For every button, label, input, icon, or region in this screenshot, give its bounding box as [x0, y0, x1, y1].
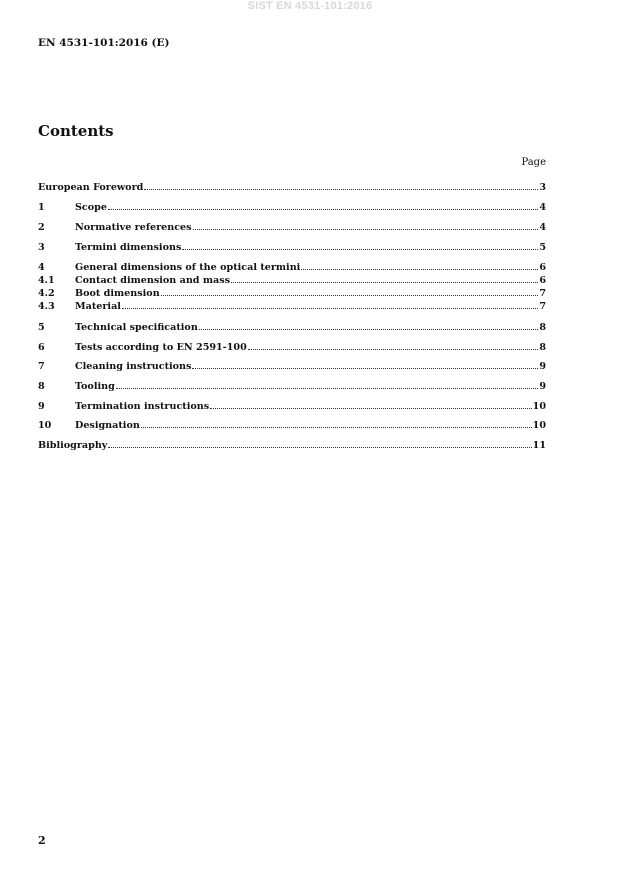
toc-entry-number: 2	[38, 222, 45, 233]
toc-entry[interactable]	[38, 241, 546, 254]
toc-entry-number: 4.3	[38, 301, 55, 312]
toc-entry[interactable]	[38, 221, 546, 234]
toc-entry-number: 8	[38, 381, 45, 392]
toc-leader-dots	[301, 268, 538, 270]
toc-entry-number: 5	[38, 322, 45, 333]
toc-leader-dots	[108, 208, 538, 210]
toc-entry[interactable]	[38, 380, 546, 393]
toc-entry-title: European Foreword	[38, 182, 144, 193]
toc-entry-title: Normative references	[75, 222, 192, 233]
toc-leader-dots	[182, 248, 538, 250]
toc-entry-page: 7	[539, 301, 546, 312]
toc-entry-title: Contact dimension and mass	[75, 275, 231, 286]
toc-entry-page: 8	[539, 322, 546, 333]
toc-entry-title: Termini dimensions	[75, 242, 182, 253]
toc-entry[interactable]	[38, 419, 546, 432]
toc-entry-page: 4	[539, 222, 546, 233]
toc-entry-page: 8	[539, 342, 546, 353]
toc-entry-title: Boot dimension	[75, 288, 160, 299]
toc-leader-dots	[144, 188, 538, 190]
toc-leader-dots	[122, 307, 538, 309]
toc-entry-title: Designation	[75, 420, 140, 431]
toc-entry[interactable]	[38, 400, 546, 413]
toc-entry-page: 4	[539, 202, 546, 213]
toc-entry-title: Material	[75, 301, 121, 312]
toc-entry-page: 6	[539, 262, 546, 273]
toc-entry[interactable]	[38, 360, 546, 373]
toc-entry-page: 9	[539, 361, 546, 372]
toc-entry[interactable]	[38, 439, 546, 452]
toc-entry-title: Tests according to EN 2591-100	[75, 342, 247, 353]
toc-entry-page: 7	[539, 288, 546, 299]
toc-entry[interactable]	[38, 261, 546, 274]
toc-entry-page: 3	[539, 182, 546, 193]
toc-entry-title: Cleaning instructions	[75, 361, 192, 372]
toc-entry[interactable]	[38, 321, 546, 334]
page-number: 2	[38, 834, 46, 847]
toc-entry-number: 3	[38, 242, 45, 253]
toc-leader-dots	[199, 328, 539, 330]
toc-entry-number: 1	[38, 202, 45, 213]
toc-entry[interactable]	[38, 201, 546, 214]
toc-entry-page: 11	[532, 440, 546, 451]
toc-entry-number: 10	[38, 420, 52, 431]
toc-leader-dots	[116, 387, 539, 389]
toc-entry-title: Termination instructions	[75, 401, 210, 412]
toc-leader-dots	[248, 348, 539, 350]
toc-entry-number: 4.1	[38, 275, 55, 286]
toc-entry[interactable]	[38, 300, 546, 313]
toc-leader-dots	[141, 426, 532, 428]
toc-entry-title: General dimensions of the optical termini	[75, 262, 301, 273]
toc-entry[interactable]	[38, 274, 546, 287]
toc-entry-title: Bibliography	[38, 440, 108, 451]
toc-entry-number: 9	[38, 401, 45, 412]
toc-entry-page: 9	[539, 381, 546, 392]
watermark: SIST EN 4531-101:2016	[247, 0, 373, 12]
contents-heading: Contents	[38, 122, 114, 140]
toc-entry-number: 6	[38, 342, 45, 353]
toc-leader-dots	[161, 294, 539, 296]
toc-entry-title: Technical specification	[75, 322, 198, 333]
toc-leader-dots	[231, 281, 538, 283]
toc-entry[interactable]	[38, 341, 546, 354]
toc-entry-page: 10	[532, 420, 546, 431]
toc-entry-number: 4.2	[38, 288, 55, 299]
toc-entry-title: Tooling	[75, 381, 115, 392]
toc-entry-page: 5	[539, 242, 546, 253]
toc-entry-title: Scope	[75, 202, 107, 213]
toc-leader-dots	[108, 446, 531, 448]
document-header: EN 4531-101:2016 (E)	[38, 37, 170, 49]
toc-leader-dots	[193, 228, 539, 230]
toc-entry[interactable]	[38, 287, 546, 300]
toc-leader-dots	[210, 407, 531, 409]
toc-entry-number: 7	[38, 361, 45, 372]
toc-entry-number: 4	[38, 262, 45, 273]
toc-entry[interactable]	[38, 181, 546, 194]
toc-entry-page: 10	[532, 401, 546, 412]
toc-leader-dots	[192, 367, 538, 369]
toc-entry-page: 6	[539, 275, 546, 286]
page-column-label: Page	[521, 157, 546, 168]
